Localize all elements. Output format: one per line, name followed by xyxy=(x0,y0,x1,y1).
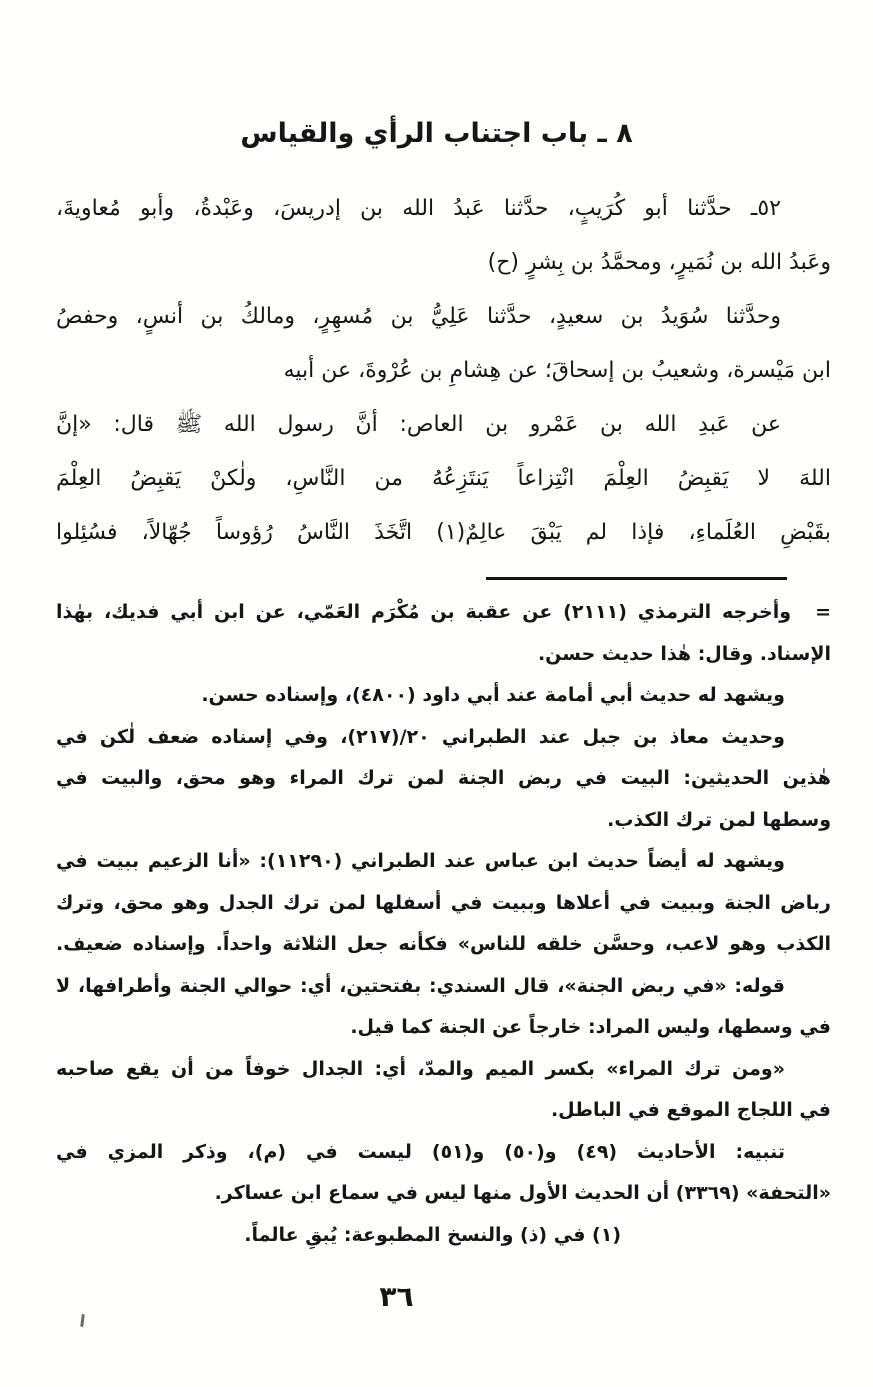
footnote-line: ويشهد له أيضاً حديث ابن عباس عند الطبراني (١١٢٩٠): «أنا الزعيم ببيت في xyxy=(56,850,785,872)
footnote-editorial-note: (١) في (ذ) والنسخ المطبوعة: يُبقِ عالماً. xyxy=(244,1223,621,1246)
text-line: عن عَبدِ الله بن عَمْرو بن العاص: أنَّ رسول الله ﷺ قال: «إنَّ xyxy=(56,412,781,437)
text-line: ابن مَيْسرة، وشعيبُ بن إسحاقَ؛ عن هِشامِ بن عُرْوةَ، عن أبيه xyxy=(283,358,831,383)
footnote-line: في وسطها، وليس المراد: خارجاً عن الجنة كما قيل. xyxy=(350,1016,831,1038)
text-line: بقَبْضِ العُلَماءِ، فإذا لم يَبْقَ عالِمٌ(١) اتَّخَذَ النَّاسُ رُؤوساً جُهّالاً، فسُئِلوا xyxy=(56,520,831,545)
footnote-line: وسطها لمن ترك الكذب. xyxy=(607,808,831,831)
footnote-line: هٰذين الحديثين: البيت في ربض الجنة لمن ترك المراء وهو محق، والبيت في xyxy=(56,767,831,789)
footnote-line xyxy=(56,592,831,634)
isnad-paragraph-2 xyxy=(56,290,831,398)
text-line: وعَبدُ الله بن نُمَيرٍ، ومحمَّدُ بن بِشرٍ (ح) xyxy=(487,250,831,275)
text-line: اللهَ لا يَقبِضُ العِلْمَ انْتِزاعاً يَنتَزِعُهُ من النَّاسِ، ولٰكنْ يَقبِضُ العِلْمَ xyxy=(56,466,831,491)
footnote-line: «التحفة» (٣٣٦٩) أن الحديث الأول منها ليس في سماع ابن عساكر. xyxy=(214,1182,831,1204)
hadith-matn-paragraph xyxy=(56,398,831,560)
footnote-text: وأخرجه الترمذي (٢١١١) عن عقبة بن مُكْرَم العَمّي، عن ابن أبي فديك، بهٰذا xyxy=(56,601,792,623)
footnote-line: في اللجاج الموقع في الباطل. xyxy=(550,1099,831,1121)
isnad-paragraph-1 xyxy=(56,182,831,290)
footnote-line: قوله: «في ربض الجنة»، قال السندي: بفتحتين، أي: حوالي الجنة وأطرافها، لا xyxy=(56,974,785,997)
chapter-heading: ٨ ـ باب اجتناب الرأي والقياس xyxy=(240,118,633,149)
page-number: ٣٦ xyxy=(379,1280,414,1313)
scan-artifact-mark xyxy=(80,1314,85,1327)
footnote-line: وحديث معاذ بن جبل عند الطبراني ٢٠/(٢١٧)، وفي إسناده ضعف لٰكن في xyxy=(56,725,785,748)
footnote-line: تنبيه: الأحاديث (٤٩) و(٥٠) و(٥١) ليست في (م)، وذكر المزي في xyxy=(56,1140,785,1163)
footnote-line: الإسناد. وقال: هٰذا حديث حسن. xyxy=(537,642,831,665)
footnote-line: ويشهد له حديث أبي أمامة عند أبي داود (٤٨٠٠)، وإسناده حسن. xyxy=(201,684,785,706)
hadith-body xyxy=(56,182,831,560)
footnotes-section xyxy=(56,592,831,1256)
text-line: وحدَّثنا سُوَيدُ بن سعيدٍ، حدَّثنا عَلِيُّ بن مُسهِرٍ، ومالكُ بن أنسٍ، وحفصُ xyxy=(56,304,781,329)
footnote-separator-rule xyxy=(486,577,787,580)
footnote-line: «ومن ترك المراء» بكسر الميم والمدّ، أي: الجدال خوفاً من أن يقع صاحبه xyxy=(56,1057,785,1080)
footnote-line: رباض الجنة وببيت في أعلاها وببيت في أسفلها لمن ترك الجدل وهو محق، وترك xyxy=(56,891,831,914)
footnote-line: الكذب وهو لاعب، وحسَّن خلقه للناس» فكأنه جعل الثلاثة واحداً. وإسناده ضعيف. xyxy=(56,933,831,955)
text-line: ٥٢ـ حدَّثنا أبو كُرَيبٍ، حدَّثنا عَبدُ الله بن إدريسَ، وعَبْدةُ، وأبو مُعاويةَ، xyxy=(56,196,781,221)
continuation-marker: = xyxy=(815,601,831,623)
